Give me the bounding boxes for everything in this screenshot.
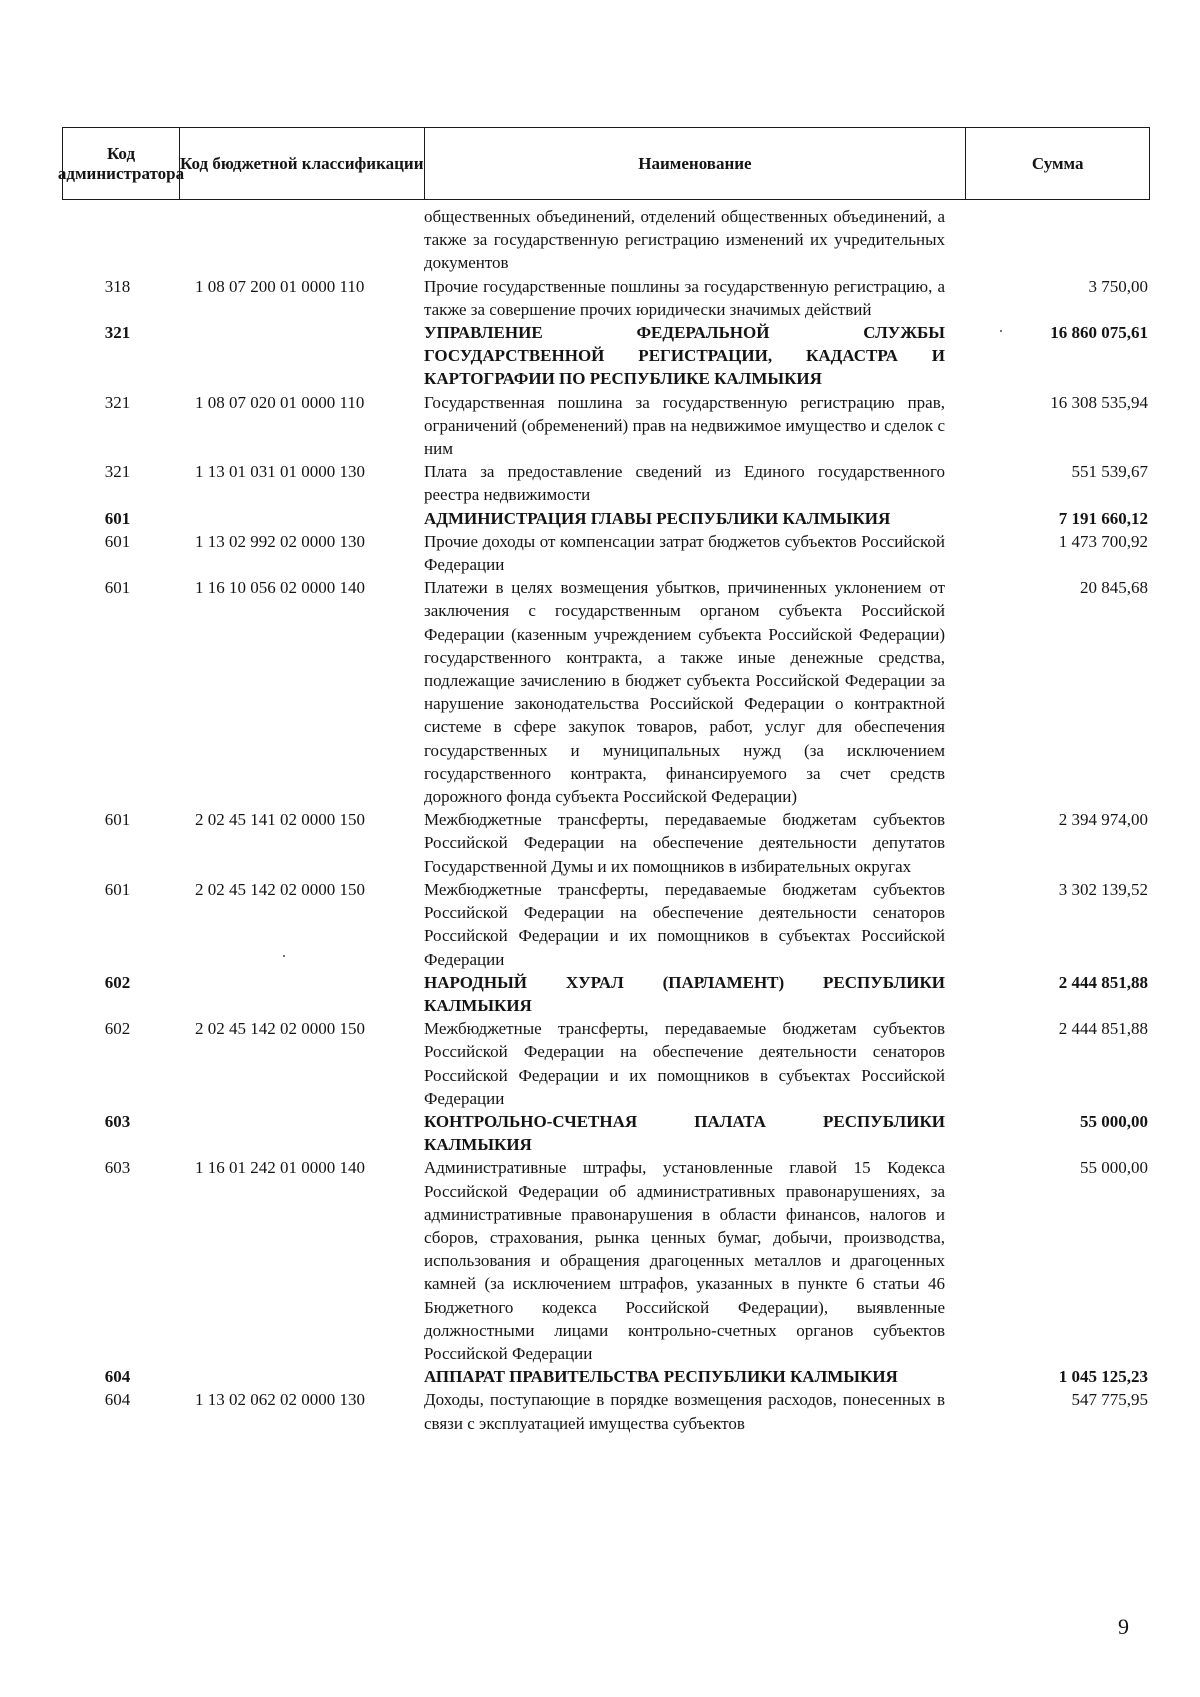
cell-admin-code: 602 [104, 972, 131, 992]
table-row-organization [62, 321, 1150, 391]
table-row [62, 808, 1150, 878]
header-admin-code: Код администратора [63, 128, 180, 199]
cell-sum: 551 539,67 [1071, 462, 1148, 482]
cell-sum [945, 205, 1150, 275]
cell-admin-code: 601 [104, 578, 131, 598]
cell-sum: 1 473 700,92 [1058, 531, 1148, 551]
cell-sum: 2 394 974,00 [1058, 810, 1148, 830]
table-row [62, 275, 1150, 321]
cell-budget-code [179, 205, 424, 275]
cell-sum: 547 775,95 [1071, 1390, 1148, 1410]
cell-budget-code: 2 02 45 141 02 0000 150 [195, 810, 365, 830]
header-name: Наименование [425, 128, 967, 199]
header-budget-code: Код бюджетной классификации [180, 128, 425, 199]
cell-admin-code: 604 [104, 1367, 131, 1387]
cell-budget-code: 1 08 07 020 01 0000 110 [195, 392, 365, 412]
cell-budget-code: 2 02 45 142 02 0000 150 [195, 1019, 365, 1039]
cell-admin-code: 601 [104, 810, 131, 830]
cell-name: НАРОДНЫЙ ХУРАЛ (ПАРЛАМЕНТ) РЕСПУБЛИКИ КАЛМЫКИЯ [424, 972, 945, 1015]
cell-sum: 1 045 125,23 [1058, 1367, 1148, 1387]
cell-name: АППАРАТ ПРАВИТЕЛЬСТВА РЕСПУБЛИКИ КАЛМЫКИЯ [424, 1367, 898, 1387]
table-row-organization [62, 971, 1150, 1017]
cell-sum: 55 000,00 [1080, 1158, 1148, 1178]
table-row [62, 1388, 1150, 1434]
cell-budget-code: 1 08 07 200 01 0000 110 [195, 276, 365, 296]
cell-name: Плата за предоставление сведений из Единого государственного реестра недвижимости [424, 462, 945, 505]
cell-sum: 3 750,00 [1088, 276, 1148, 296]
table-row [62, 530, 1150, 576]
table-row [62, 205, 1150, 275]
cell-budget-code [179, 1110, 424, 1156]
cell-admin-code: 604 [104, 1390, 131, 1410]
cell-budget-code: 1 16 10 056 02 0000 140 [195, 578, 365, 598]
table-header [57, 127, 1150, 200]
cell-name: Межбюджетные трансферты, передаваемые бюджетам субъектов Российской Федерации на обеспечение деятельности сенаторов Российской Федерации и их помощников в субъектах Российской Федерации [424, 879, 945, 969]
cell-sum: 16 308 535,94 [1050, 392, 1148, 412]
cell-name: Доходы, поступающие в порядке возмещения расходов, понесенных в связи с эксплуатацией имущества субъектов [424, 1390, 945, 1433]
cell-admin-code: 318 [104, 276, 131, 296]
scan-speck [283, 955, 285, 957]
cell-sum: 2 444 851,88 [1058, 972, 1148, 992]
table-row [62, 391, 1150, 461]
cell-sum: 3 302 139,52 [1058, 879, 1148, 899]
table-row [62, 1017, 1150, 1110]
cell-admin-code: 321 [104, 323, 131, 343]
table-row [62, 460, 1150, 506]
cell-admin-code [62, 205, 179, 275]
table-row [62, 1156, 1150, 1365]
cell-name: КОНТРОЛЬНО-СЧЕТНАЯ ПАЛАТА РЕСПУБЛИКИ КАЛМЫКИЯ [424, 1111, 945, 1155]
cell-sum: 55 000,00 [1080, 1111, 1148, 1131]
cell-admin-code: 321 [104, 392, 131, 412]
cell-budget-code [179, 321, 424, 391]
cell-admin-code: 321 [104, 462, 131, 482]
cell-admin-code: 602 [104, 1019, 131, 1039]
table-row-organization [62, 507, 1150, 530]
cell-admin-code: 601 [104, 508, 131, 528]
cell-sum: 2 444 851,88 [1058, 1019, 1148, 1039]
cell-sum: 16 860 075,61 [1050, 323, 1148, 343]
cell-budget-code: 1 13 01 031 01 0000 130 [195, 462, 365, 482]
table-body [62, 205, 1150, 1435]
cell-budget-code: 1 13 02 062 02 0000 130 [195, 1390, 365, 1410]
cell-name: УПРАВЛЕНИЕ ФЕДЕРАЛЬНОЙ СЛУЖБЫ ГОСУДАРСТВЕННОЙ РЕГИСТРАЦИИ, КАДАСТРА И КАРТОГРАФИИ ПО РЕСПУБЛИКЕ КАЛМЫКИЯ [424, 323, 945, 389]
table-row-organization [62, 1365, 1150, 1388]
cell-name: Прочие доходы от компенсации затрат бюджетов субъектов Российской Федерации [424, 531, 945, 575]
cell-name: Административные штрафы, установленные главой 15 Кодекса Российской Федерации об административных правонарушениях, за административные правонарушения в области финансов, налогов и сборов, страхования, рынка ценных бумаг, добычи, производства, использования и обращения драгоценных металлов и драгоценных камней (за исключением штрафов, указанных в пункте 6 статьи 46 Бюджетного кодекса Российской Федерации), выявленные должностными лицами контрольно-счетных органов субъектов Российской Федерации [424, 1158, 945, 1363]
cell-budget-code: 1 13 02 992 02 0000 130 [195, 531, 365, 551]
cell-sum: 20 845,68 [1080, 578, 1148, 598]
cell-budget-code: 2 02 45 142 02 0000 150 [195, 879, 365, 899]
cell-name: общественных объединений, отделений общественных объединений, а также за государственную регистрацию изменений их учредительных документов [424, 207, 945, 273]
table-row [62, 576, 1150, 808]
cell-admin-code: 603 [104, 1158, 131, 1178]
cell-name: Межбюджетные трансферты, передаваемые бюджетам субъектов Российской Федерации на обеспечение деятельности сенаторов Российской Федерации и их помощников в субъектах Российской Федерации [424, 1019, 945, 1108]
cell-name: АДМИНИСТРАЦИЯ ГЛАВЫ РЕСПУБЛИКИ КАЛМЫКИЯ [424, 508, 891, 528]
cell-budget-code [179, 507, 424, 530]
cell-name: Государственная пошлина за государственную регистрацию прав, ограничений (обременений) прав на недвижимое имущество и сделок с ним [424, 392, 945, 459]
cell-budget-code: 1 16 01 242 01 0000 140 [195, 1158, 365, 1178]
cell-admin-code: 603 [104, 1111, 131, 1131]
cell-admin-code: 601 [104, 531, 131, 551]
page-number: 9 [1118, 1614, 1129, 1639]
cell-name: Платежи в целях возмещения убытков, причиненных уклонением от заключения с государственным органом субъекта Российской Федерации (казенным учреждением субъекта Российской Федерации) государственного контракта, а также иные денежные средства, подлежащие зачислению в бюджет субъекта Российской Федерации за нарушение законодательства Российской Федерации о контрактной системе в сфере закупок товаров, работ, услуг для обеспечения государственных и муниципальных нужд (за исключением государственного контракта, финансируемого за счет средств дорожного фонда субъекта Российской Федерации) [424, 578, 945, 807]
cell-admin-code: 601 [104, 879, 131, 899]
table-row-organization [62, 1110, 1150, 1156]
cell-budget-code [179, 971, 424, 1017]
table-row [62, 878, 1150, 971]
cell-sum: 7 191 660,12 [1058, 508, 1148, 528]
cell-budget-code [179, 1365, 424, 1388]
scan-speck [1000, 330, 1002, 332]
cell-name: Прочие государственные пошлины за государственную регистрацию, а также за совершение прочих юридически значимых действий [424, 276, 945, 319]
header-sum: Сумма [1031, 153, 1084, 173]
cell-name: Межбюджетные трансферты, передаваемые бюджетам субъектов Российской Федерации на обеспечение деятельности депутатов Государственной Думы и их помощников в избирательных округах [424, 810, 945, 876]
